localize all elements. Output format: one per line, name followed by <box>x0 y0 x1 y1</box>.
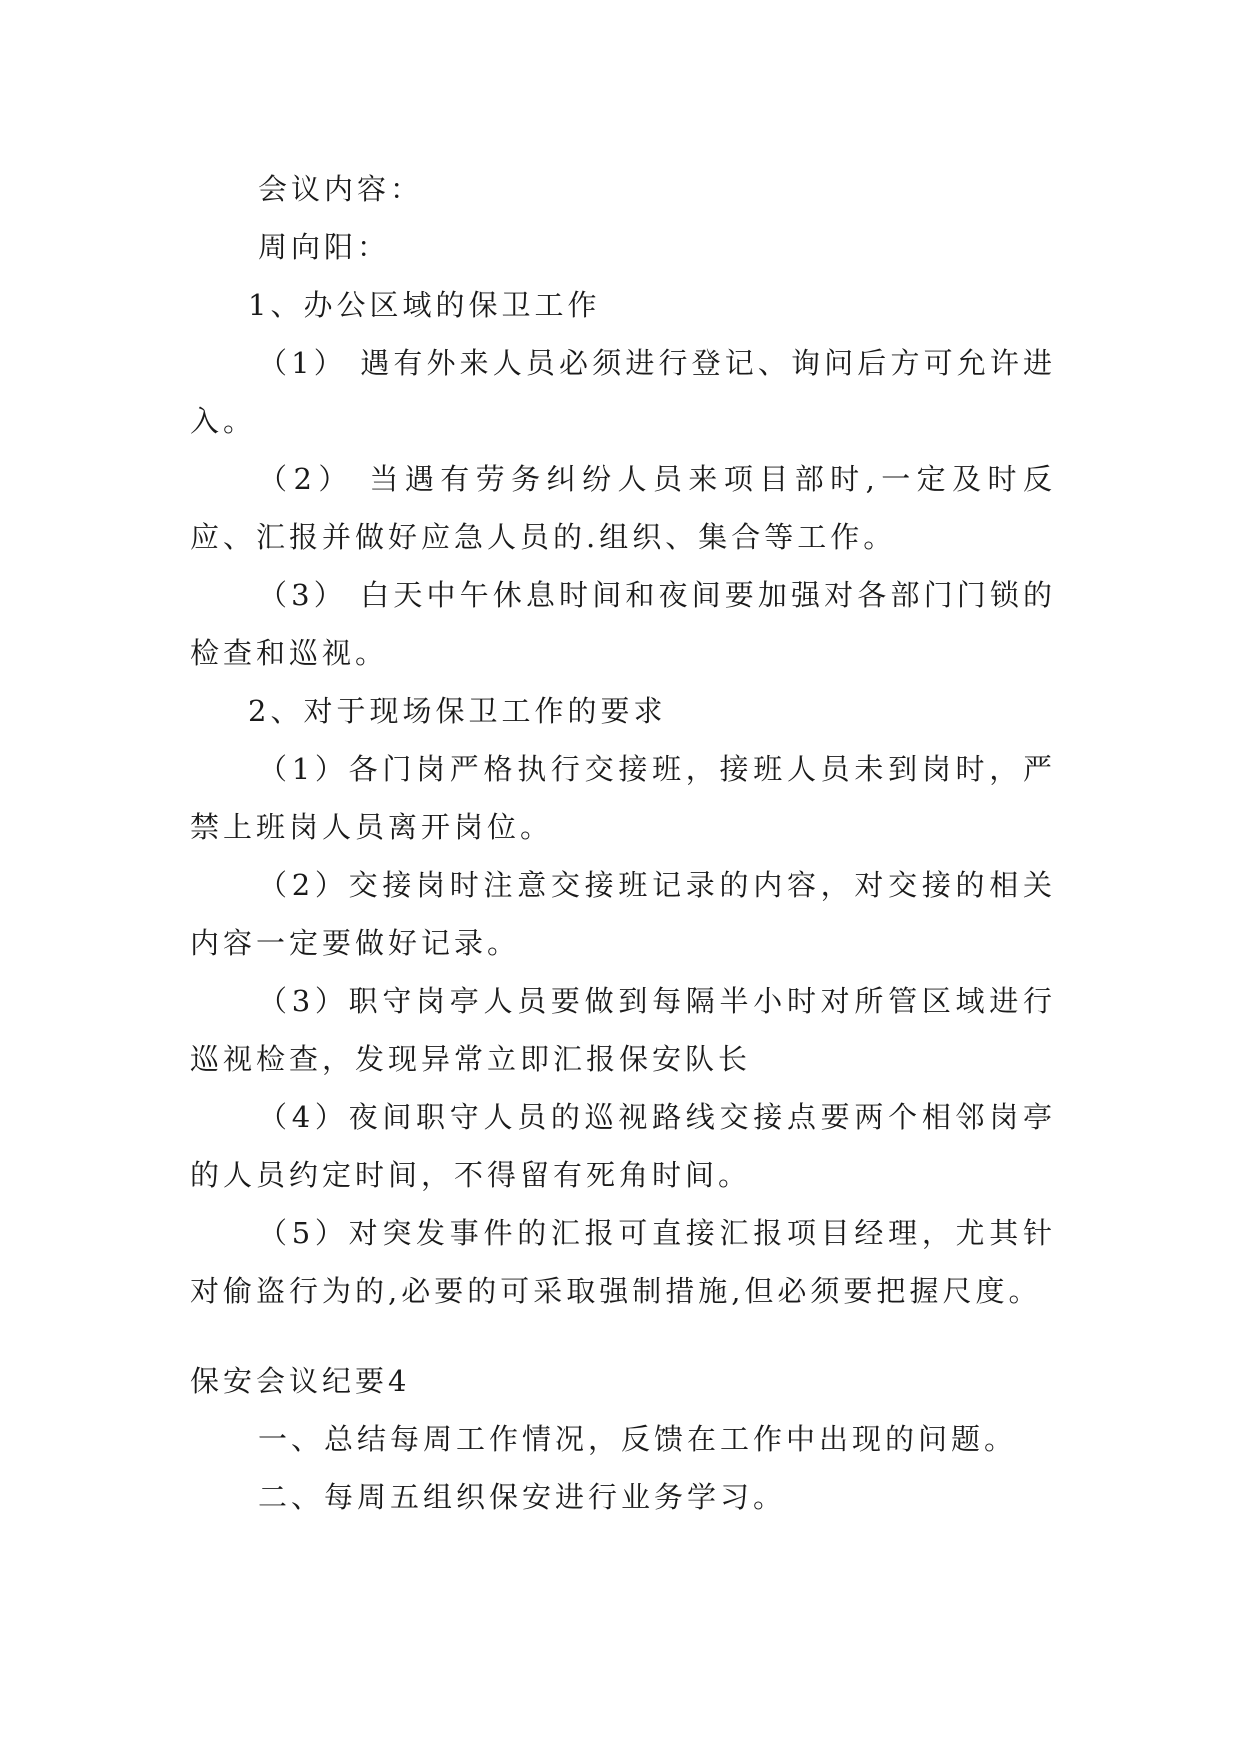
section-1-point-3: （3） 白天中午休息时间和夜间要加强对各部门门锁的检查和巡视。 <box>190 578 1056 670</box>
section-2-point-4: （4）夜间职守人员的巡视路线交接点要两个相邻岗亭的人员约定时间，不得留有死角时间。 <box>190 1100 1056 1192</box>
minutes-title: 保安会议纪要4 <box>190 1364 411 1398</box>
section-1-point-1: （1） 遇有外来人员必须进行登记、询问后方可允许进入。 <box>190 346 1056 438</box>
section-2-title: 2、对于现场保卫工作的要求 <box>248 694 667 728</box>
section-gap <box>190 1320 1056 1352</box>
section-2-point-5: （5）对突发事件的汇报可直接汇报项目经理，尤其针对偷盗行为的,必要的可采取强制措施,但必须要把握尺度。 <box>190 1216 1056 1308</box>
section-1-title: 1、办公区域的保卫工作 <box>248 288 601 322</box>
meeting-content-heading: 会议内容： <box>258 172 424 206</box>
document-body <box>190 160 1056 1526</box>
minutes-point-1: 一、总结每周工作情况，反馈在工作中出现的问题。 <box>258 1422 1018 1456</box>
speaker-name: 周向阳： <box>258 230 391 264</box>
section-1-point-2: （2） 当遇有劳务纠纷人员来项目部时,一定及时反应、汇报并做好应急人员的.组织、集合等工作。 <box>190 462 1056 554</box>
minutes-point-2: 二、每周五组织保安进行业务学习。 <box>258 1480 787 1514</box>
section-2-point-1: （1）各门岗严格执行交接班，接班人员未到岗时，严禁上班岗人员离开岗位。 <box>190 752 1056 844</box>
section-2-point-3: （3）职守岗亭人员要做到每隔半小时对所管区域进行巡视检查，发现异常立即汇报保安队长 <box>190 984 1056 1076</box>
section-2-point-2: （2）交接岗时注意交接班记录的内容，对交接的相关内容一定要做好记录。 <box>190 868 1056 960</box>
